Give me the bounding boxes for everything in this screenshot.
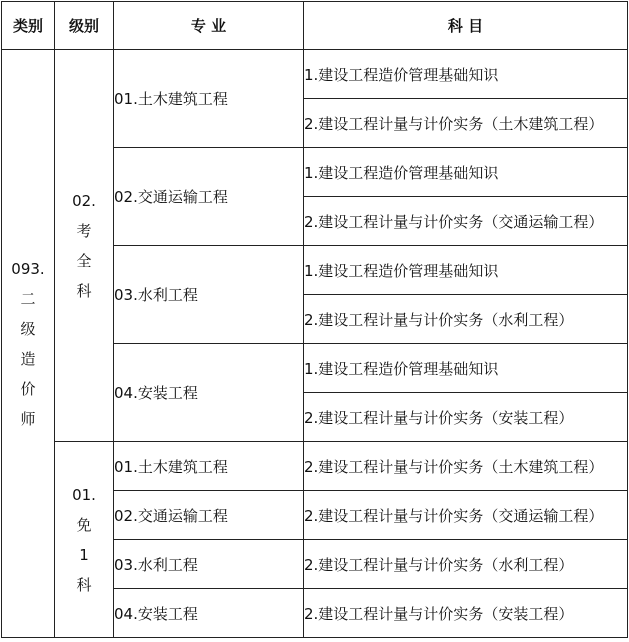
category-text: 价: [20, 379, 36, 398]
major-cell: 04.安装工程: [114, 589, 304, 638]
category-text: 师: [20, 409, 36, 428]
major-cell: 03.水利工程: [114, 246, 304, 344]
subject-cell: 2.建设工程计量与计价实务（土木建筑工程）: [304, 99, 628, 148]
major-cell: 04.安装工程: [114, 344, 304, 442]
subject-cell: 2.建设工程计量与计价实务（土木建筑工程）: [304, 442, 628, 491]
subject-cell: 2.建设工程计量与计价实务（安装工程）: [304, 393, 628, 442]
exam-subject-table: [1, 1, 628, 638]
major-cell: 02.交通运输工程: [114, 491, 304, 540]
subject-cell: 1.建设工程造价管理基础知识: [304, 50, 628, 99]
header-subject: 科 目: [304, 2, 628, 50]
subject-cell: 2.建设工程计量与计价实务（交通运输工程）: [304, 197, 628, 246]
level-text: 01.: [72, 485, 96, 504]
level-cell: [55, 50, 114, 442]
category-text: 造: [20, 349, 36, 368]
table-row: [2, 50, 628, 99]
subject-cell: 2.建设工程计量与计价实务（安装工程）: [304, 589, 628, 638]
major-cell: 03.水利工程: [114, 540, 304, 589]
level-text: 1: [79, 545, 89, 564]
level-text: 科: [76, 281, 92, 300]
category-cell: [2, 50, 55, 638]
category-text: 级: [20, 319, 36, 338]
level-cell: [55, 442, 114, 638]
subject-cell: 2.建设工程计量与计价实务（交通运输工程）: [304, 491, 628, 540]
level-text: 全: [76, 251, 92, 270]
category-text: 二: [20, 289, 36, 308]
category-text: 093.: [11, 259, 45, 278]
header-category: 类别: [2, 2, 55, 50]
major-cell: 01.土木建筑工程: [114, 50, 304, 148]
header-row: [2, 2, 628, 50]
level-text: 免: [76, 515, 92, 534]
subject-cell: 2.建设工程计量与计价实务（水利工程）: [304, 540, 628, 589]
header-level: 级别: [55, 2, 114, 50]
subject-cell: 1.建设工程造价管理基础知识: [304, 246, 628, 295]
level-text: 科: [76, 575, 92, 594]
level-text: 02.: [72, 191, 96, 210]
subject-cell: 2.建设工程计量与计价实务（水利工程）: [304, 295, 628, 344]
major-cell: 01.土木建筑工程: [114, 442, 304, 491]
table-row: [2, 442, 628, 491]
major-cell: 02.交通运输工程: [114, 148, 304, 246]
level-text: 考: [76, 221, 92, 240]
subject-cell: 1.建设工程造价管理基础知识: [304, 344, 628, 393]
header-major: 专 业: [114, 2, 304, 50]
subject-cell: 1.建设工程造价管理基础知识: [304, 148, 628, 197]
